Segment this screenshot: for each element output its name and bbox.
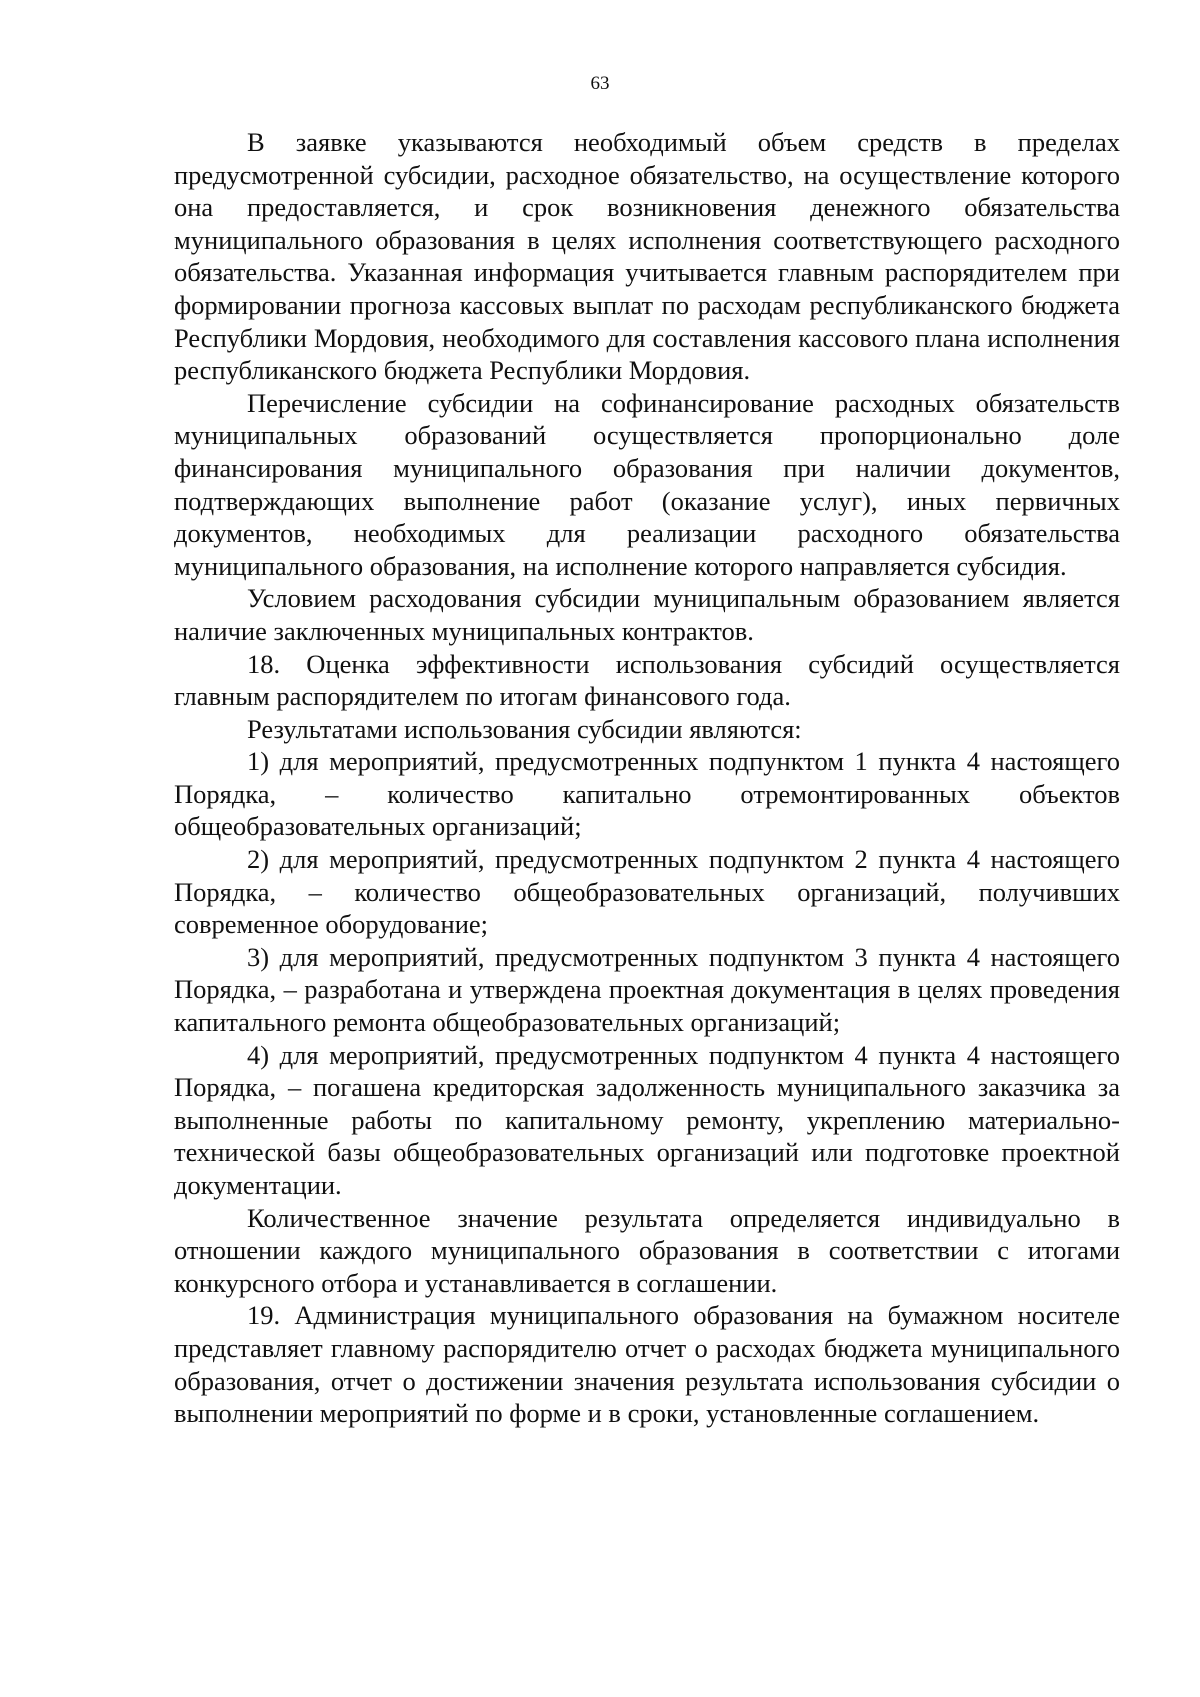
paragraph-item-19: 19. Администрация муниципального образования на бумажном носителе представляет главному распорядителю отчет о расходах бюджета муниципального образования, отчет о достижении значения результата использования субсидии о выполнении мероприятий по форме и в сроки, установленные соглашением. [174, 1300, 1120, 1429]
paragraph-quantitative-value: Количественное значение результата определяется индивидуально в отношении каждого муниципального образования в соответствии с итогами конкурсного отбора и устанавливается в соглашении. [174, 1202, 1120, 1298]
list-item-result-3: 3) для мероприятий, предусмотренных подпунктом 3 пункта 4 настоящего Порядка, – разработана и утверждена проектная документация в целях проведения капитального ремонта общеобразовательных организаций; [174, 941, 1120, 1038]
page-number: 63 [590, 73, 610, 94]
list-item-result-2: 2) для мероприятий, предусмотренных подпунктом 2 пункта 4 настоящего Порядка, – количество общеобразовательных организаций, получивших современное оборудование; [174, 844, 1120, 940]
document-body [174, 126, 1120, 1430]
paragraph-subsidy-transfer: Перечисление субсидии на софинансирование расходных обязательств муниципальных образований осуществляется пропорционально доле финансирования муниципального образования при наличии документов, подтверждающих выполнение работ (оказание услуг), иных первичных документов, необходимых для реализации расходного обязательства муниципального образования, на исполнение которого направляется субсидия. [174, 387, 1120, 581]
list-item-result-4: 4) для мероприятий, предусмотренных подпунктом 4 пункта 4 настоящего Порядка, – погашена кредиторская задолженность муниципального заказчика за выполненные работы по капитальному ремонту, укреплению материально-технической базы общеобразовательных организаций или подготовке проектной документации. [174, 1039, 1120, 1200]
list-item-result-1: 1) для мероприятий, предусмотренных подпунктом 1 пункта 4 настоящего Порядка, – количество капитально отремонтированных объектов общеобразовательных организаций; [174, 746, 1120, 842]
paragraph-results-intro: Результатами использования субсидии являются: [247, 713, 802, 744]
paragraph-spending-condition: Условием расходования субсидии муниципальным образованием является наличие заключенных муниципальных контрактов. [174, 583, 1120, 646]
paragraph-item-18: 18. Оценка эффективности использования субсидий осуществляется главным распорядителем по итогам финансового года. [174, 648, 1120, 712]
paragraph-application-details: В заявке указываются необходимый объем средств в пределах предусмотренной субсидии, расходное обязательство, на осуществление которого она предоставляется, и срок возникновения денежного обязательства муниципального образования в целях исполнения соответствующего расходного обязательства. Указанная информация учитывается главным распорядителем при формировании прогноза кассовых выплат по расходам республиканского бюджета Республики Мордовия, необходимого для составления кассового плана исполнения республиканского бюджета Республики Мордовия. [174, 127, 1120, 386]
